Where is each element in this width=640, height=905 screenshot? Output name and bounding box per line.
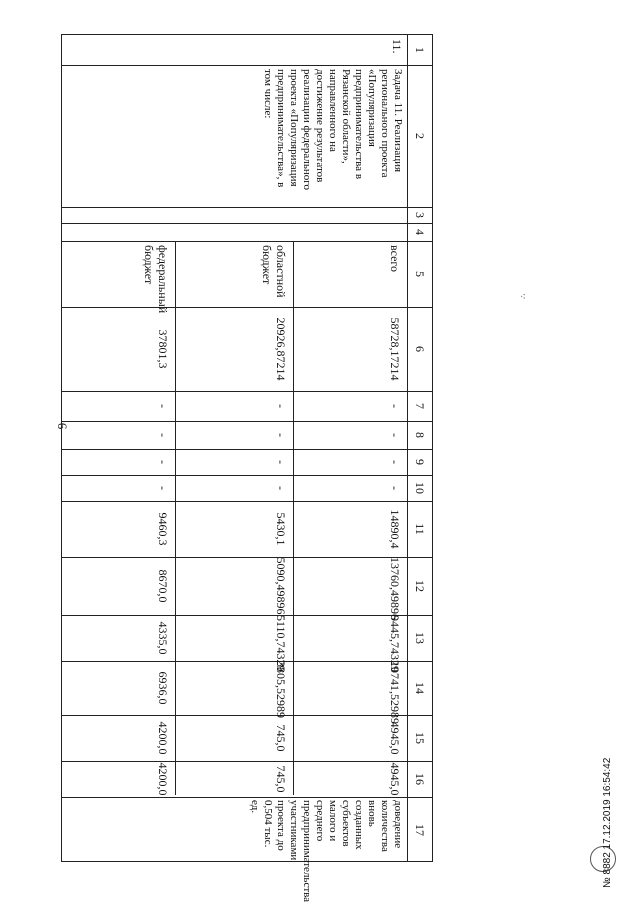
cell-regional-6: 20926,87214 xyxy=(274,317,288,381)
cell-total-10: - xyxy=(388,486,402,490)
header-col-8: 8 xyxy=(413,432,427,438)
cell-federal-11: 9460,3 xyxy=(156,512,170,546)
cell-federal-16: 4200,0 xyxy=(156,762,170,796)
cell-regional-15: 745,0 xyxy=(274,724,288,752)
cell-federal-6: 37801,3 xyxy=(156,329,170,369)
cell-total-15: 4945,0 xyxy=(388,721,402,755)
header-col-16: 16 xyxy=(413,773,427,785)
header-col-2: 2 xyxy=(413,133,427,139)
cell-total-8: - xyxy=(388,433,402,437)
cell-regional-14: 3805,52989 xyxy=(274,661,288,718)
cell-regional-10: - xyxy=(274,486,288,490)
cell-total-12: 13760,49896 xyxy=(388,557,402,620)
cell-regional-11: 5430,1 xyxy=(274,512,288,546)
cell-federal-7: - xyxy=(156,404,170,408)
cell-total-11: 14890,4 xyxy=(388,509,402,549)
source-total: всего xyxy=(388,245,402,273)
page-number: 6 xyxy=(55,422,70,430)
header-col-11: 11 xyxy=(413,523,427,535)
cell-total-6: 58728,17214 xyxy=(388,317,402,381)
row-number: 11. xyxy=(390,39,404,54)
header-col-1: 1 xyxy=(413,47,427,53)
cell-regional-16: 745,0 xyxy=(274,765,288,793)
cell-federal-13: 4335,0 xyxy=(156,621,170,655)
rotated-table-wrapper xyxy=(61,34,433,903)
cell-regional-13: 5110,74329 xyxy=(274,615,288,672)
header-col-3: 3 xyxy=(413,212,427,218)
header-col-15: 15 xyxy=(413,732,427,744)
cell-federal-12: 8670,0 xyxy=(156,569,170,603)
header-col-10: 10 xyxy=(413,482,427,494)
budget-table xyxy=(61,34,433,903)
header-col-14: 14 xyxy=(413,682,427,694)
header-col-7: 7 xyxy=(413,403,427,409)
cell-regional-7: - xyxy=(274,404,288,408)
cell-total-16: 4945,0 xyxy=(388,762,402,796)
header-col-13: 13 xyxy=(413,632,427,644)
task-description: Задача 11. Реализация регионального проекта «Популяризация предпринимательства в Рязанской области», направленного на достижение результатов реализации федерального проекта «Популяризация предпринимательства», в том числе: xyxy=(262,69,404,190)
cell-regional-8: - xyxy=(274,433,288,437)
header-col-17: 17 xyxy=(413,824,427,836)
header-col-9: 9 xyxy=(413,459,427,465)
cell-federal-8: - xyxy=(156,433,170,437)
cell-total-7: - xyxy=(388,404,402,408)
source-regional: областной бюджет xyxy=(260,245,288,298)
cell-regional-9: - xyxy=(274,460,288,464)
margin-mark: ⁖ xyxy=(520,292,526,303)
header-col-4: 4 xyxy=(413,229,427,235)
source-federal: федеральный бюджет xyxy=(142,245,170,314)
cell-total-14: 10741,52989 xyxy=(388,661,402,724)
header-col-12: 12 xyxy=(413,580,427,592)
cell-regional-12: 5090,49896 xyxy=(274,557,288,615)
cell-federal-15: 4200,0 xyxy=(156,721,170,755)
cell-federal-14: 6936,0 xyxy=(156,671,170,705)
result-indicator: доведение количества вновь созданных субъектов малого и среднего предпринимательства участниками проекта до 0,504 тыс. ед. xyxy=(249,800,404,903)
cell-federal-9: - xyxy=(156,460,170,464)
header-col-6: 6 xyxy=(413,346,427,352)
cell-total-9: - xyxy=(388,460,402,464)
registration-stamp: № 8882 17.12.2019 16:54:42 xyxy=(602,757,613,888)
header-col-5: 5 xyxy=(413,271,427,277)
cell-total-13: 9445,74329 xyxy=(388,615,402,672)
cell-federal-10: - xyxy=(156,486,170,490)
